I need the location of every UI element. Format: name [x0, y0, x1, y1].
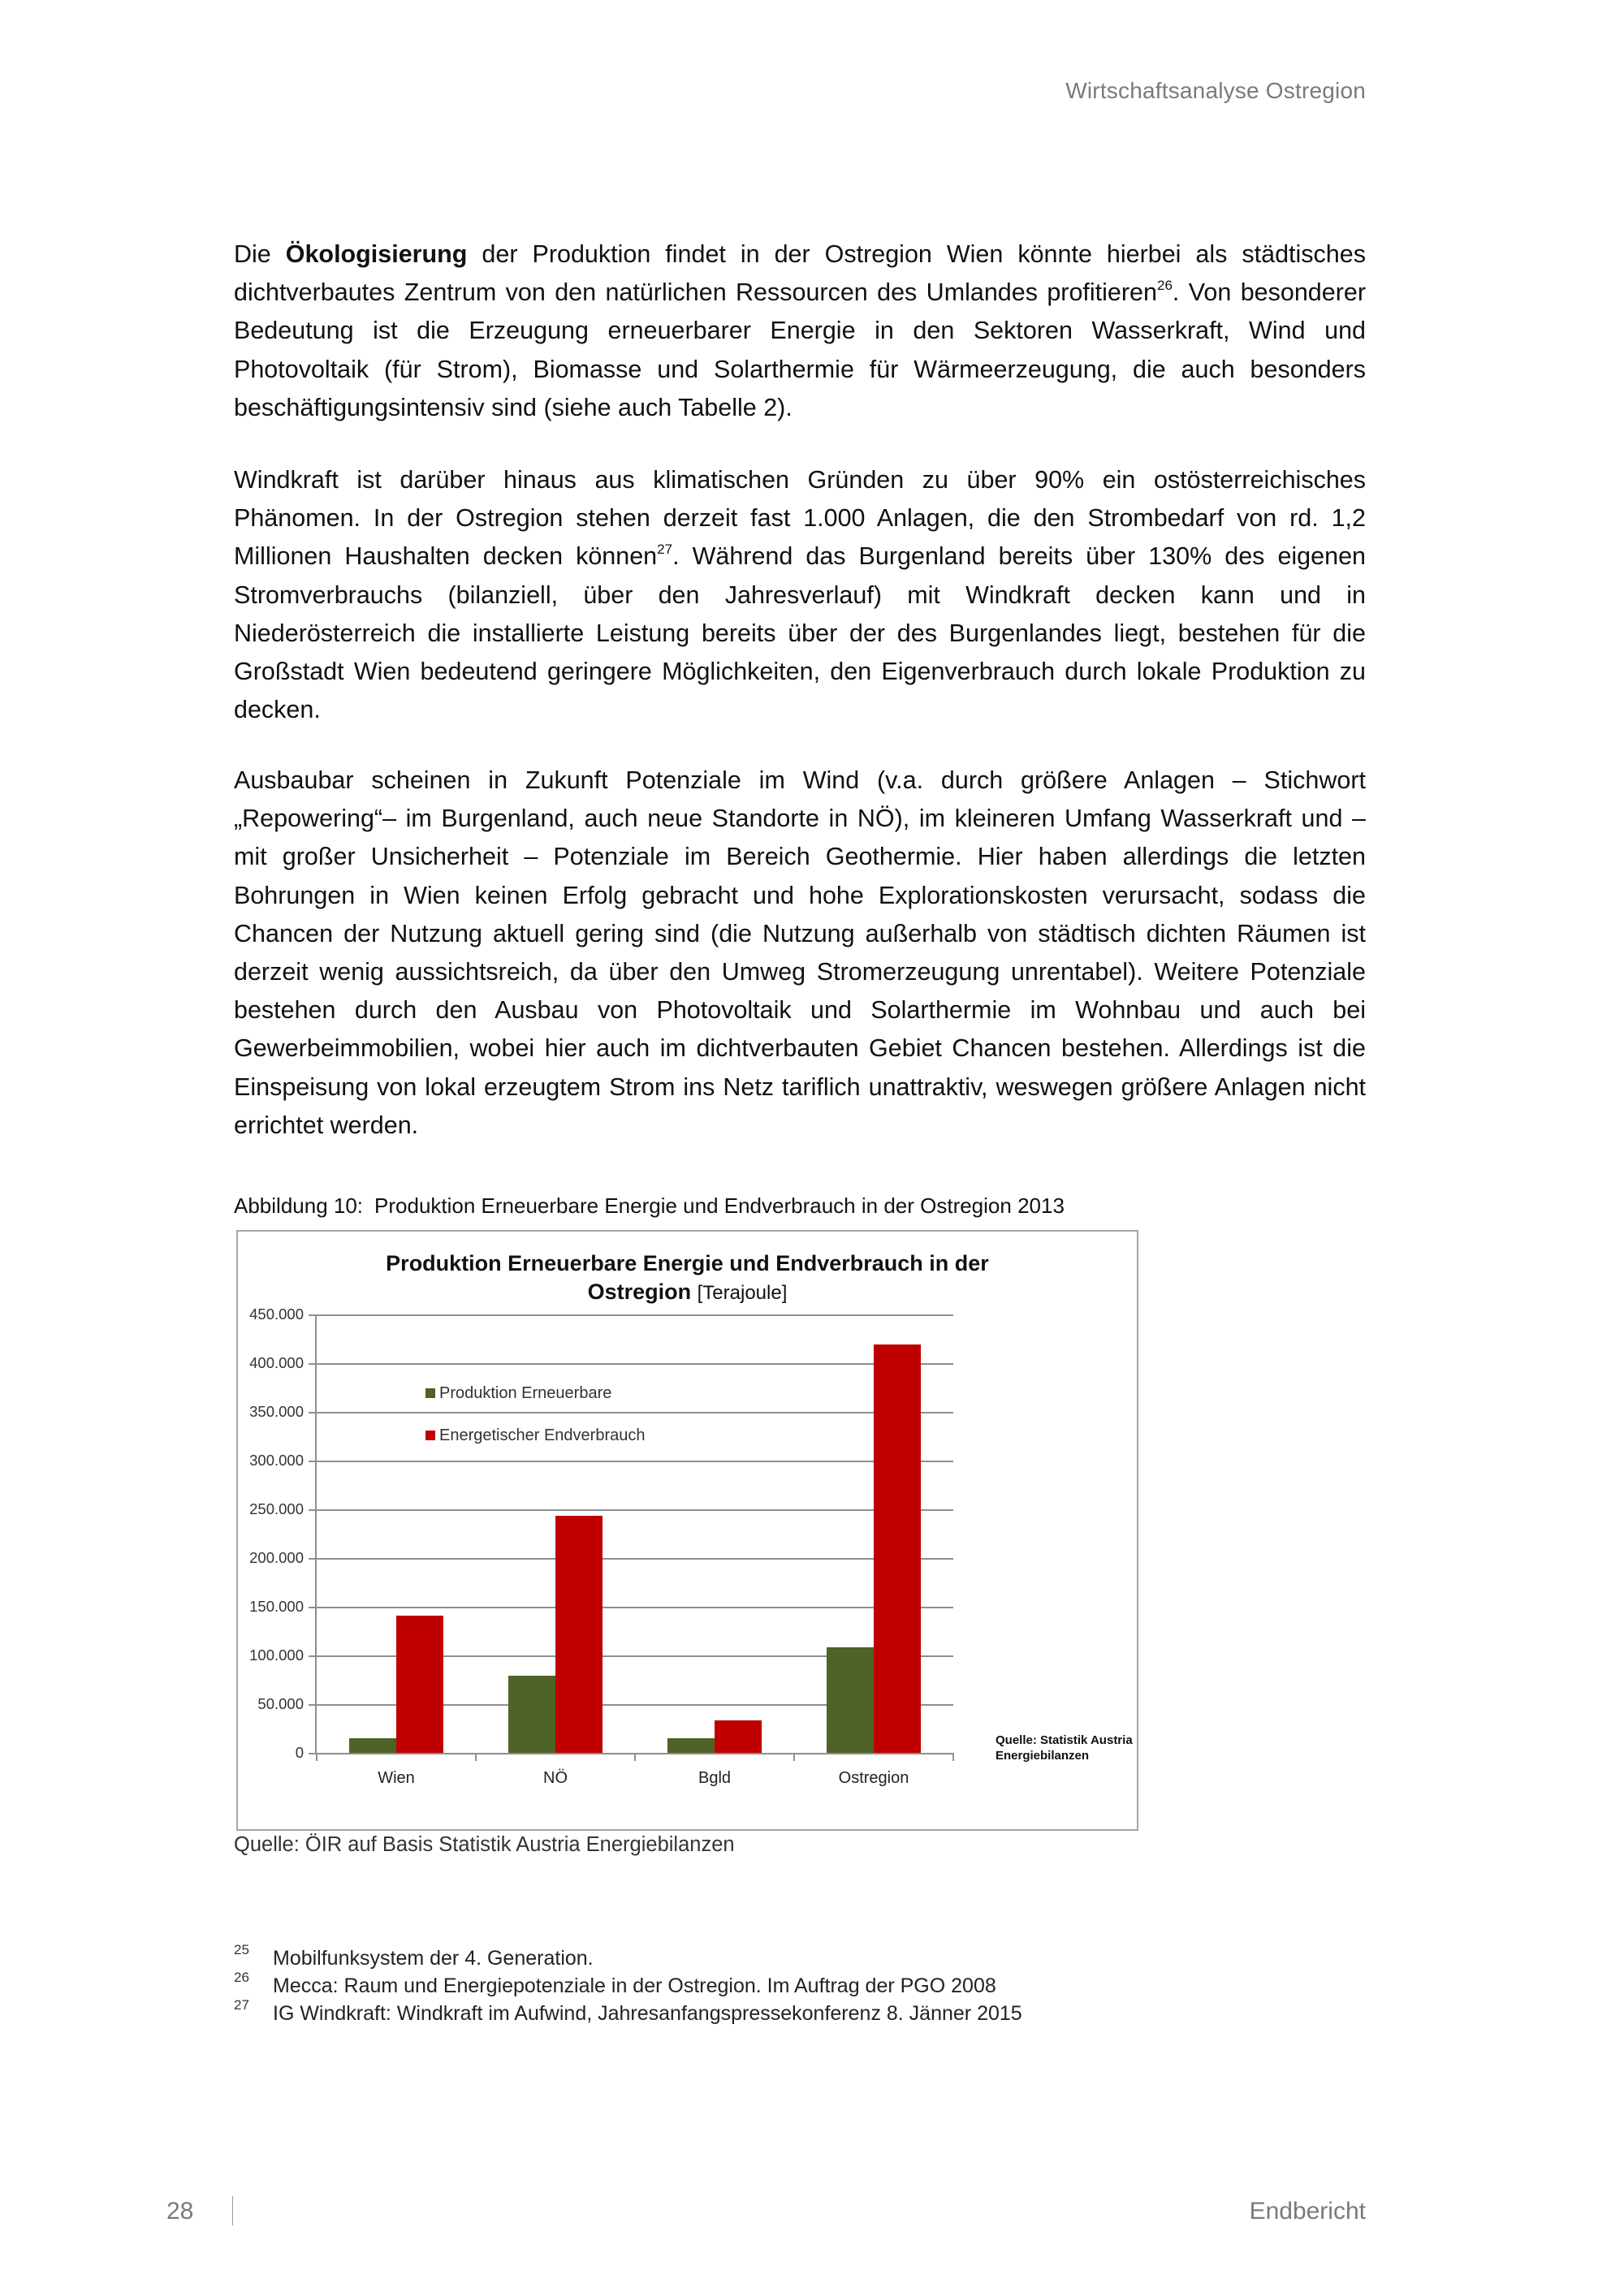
chart-source-annotation: [996, 1733, 1133, 1763]
x-category-label: NÖ: [543, 1769, 568, 1787]
y-tick-label: 350.000: [249, 1403, 304, 1420]
chart-source-line-1: Quelle: Statistik Austria: [996, 1733, 1133, 1747]
paragraph-1-rest: . Von besonderer Bedeutung ist die Erzeugung erneuerbarer Energie in den Sektoren Wasserkraft, Wind und Photovoltaik (für Strom), Biomasse und Solarthermie für Wärmeerzeugung, die auch besonders beschäftigungsintensiv sind (siehe auch Tabelle 2).: [234, 278, 1366, 421]
x-category-label: Ostregion: [838, 1769, 909, 1787]
footnote-ref-27[interactable]: 27: [657, 542, 673, 558]
x-category-label: Bgld: [698, 1769, 732, 1787]
paragraph-1-text: der Produktion findet in der Ostregion Wien könnte hierbei als städtisches dichtverbautes Zentrum von den natürlichen Ressourcen des Umlandes profitieren: [234, 240, 1366, 307]
figure-caption: [234, 1193, 1065, 1219]
paragraph-1-lead: Die: [234, 240, 286, 268]
paragraph-1-bold-term: Ökologisierung: [285, 240, 468, 268]
chart-title-line-2: [238, 1278, 1137, 1307]
footnote-number: 25: [234, 1942, 249, 1957]
footnote-number: 27: [234, 1997, 249, 2013]
x-tick-mark: [634, 1753, 636, 1761]
chart-title-line-1: Produktion Erneuerbare Energie und Endverbrauch in der: [386, 1251, 989, 1275]
footnote-text: IG Windkraft: Windkraft im Aufwind, Jahresanfangspressekonferenz 8. Jänner 2015: [273, 2002, 1022, 2025]
y-tick-label: 400.000: [249, 1354, 304, 1371]
chart-title-region: Ostregion: [587, 1280, 692, 1304]
bar-wien-produktion: [349, 1738, 396, 1753]
paragraph-3: [234, 762, 1366, 1145]
footnote-ref-26[interactable]: 26: [1156, 278, 1173, 294]
chart-unit: [Terajoule]: [697, 1282, 788, 1304]
y-tick-mark: [309, 1704, 317, 1706]
y-tick-mark: [309, 1509, 317, 1511]
paragraph-2-text: Windkraft ist darüber hinaus aus klimatischen Gründen zu über 90% ein ostösterreichisches Phänomen. In der Ostregion stehen derzeit fast 1.000 Anlagen, die den Strombedarf von rd. 1,2 Millionen Haushalten decken können: [234, 466, 1366, 571]
y-tick-mark: [309, 1655, 317, 1657]
y-tick-label: 0: [295, 1744, 304, 1761]
y-tick-label: 50.000: [257, 1695, 304, 1712]
gridline: [317, 1363, 953, 1365]
figure-source: Quelle: ÖIR auf Basis Statistik Austria Energiebilanzen: [234, 1833, 735, 1856]
legend-item-endverbrauch: [425, 1425, 645, 1446]
y-tick-mark: [309, 1412, 317, 1413]
plot-area: [249, 1306, 953, 1787]
gridline: [317, 1607, 953, 1608]
legend-swatch-red-icon: [425, 1431, 435, 1440]
gridline: [317, 1509, 953, 1511]
x-tick-mark: [952, 1753, 954, 1761]
x-tick-mark: [316, 1753, 317, 1761]
footnote-text: Mecca: Raum und Energiepotenziale in der Ostregion. Im Auftrag der PGO 2008: [273, 1974, 996, 1997]
y-tick-mark: [309, 1314, 317, 1316]
footnote-text: Mobilfunksystem der 4. Generation.: [273, 1947, 594, 1970]
legend-label: Produktion Erneuerbare: [439, 1383, 612, 1402]
y-tick-label: 300.000: [249, 1452, 304, 1469]
y-tick-label: 150.000: [249, 1598, 304, 1615]
chart-title: [238, 1249, 1137, 1307]
y-tick-mark: [309, 1558, 317, 1560]
x-tick-mark: [475, 1753, 477, 1761]
x-tick-mark: [793, 1753, 795, 1761]
footer-divider: [232, 2196, 233, 2225]
figure-label: Abbildung 10:: [234, 1193, 364, 1218]
page-number: 28: [166, 2198, 194, 2225]
legend-label: Energetischer Endverbrauch: [439, 1426, 646, 1444]
y-tick-label: 450.000: [249, 1306, 304, 1323]
paragraph-1: [234, 235, 1366, 427]
y-tick-label: 200.000: [249, 1549, 304, 1566]
legend-swatch-green-icon: [425, 1388, 435, 1398]
running-header-title: Wirtschaftsanalyse Ostregion: [1065, 78, 1366, 103]
bar-ostregion-endverbrauch: [874, 1344, 921, 1753]
chart-legend: [425, 1383, 645, 1467]
y-axis: [315, 1314, 317, 1753]
y-tick-mark: [309, 1363, 317, 1365]
bar-n-produktion: [508, 1676, 555, 1753]
footnote-number: 26: [234, 1970, 249, 1985]
bar-ostregion-produktion: [827, 1647, 874, 1753]
bar-bgld-produktion: [667, 1738, 715, 1753]
y-tick-label: 250.000: [249, 1500, 304, 1517]
footer-document-label: Endbericht: [1249, 2198, 1366, 2225]
legend-item-produktion: [425, 1383, 645, 1404]
y-tick-label: 100.000: [249, 1646, 304, 1664]
figure-caption-text: Produktion Erneuerbare Energie und Endverbrauch in der Ostregion 2013: [374, 1193, 1065, 1218]
paragraph-2: [234, 461, 1366, 729]
paragraph-3-text: Ausbaubar scheinen in Zukunft Potenziale im Wind (v.a. durch größere Anlagen – Stichwort „Repowering“– im Burgenland, auch neue Standorte in NÖ), im kleineren Umfang Wasserkraft und – mit großer Unsicherheit – Potenziale im Bereich Geothermie. Hier haben allerdings die letzten Bohrungen in Wien keinen Erfolg gebracht und hohe Explorationskosten verursacht, sodass die Chancen der Nutzung aktuell gering sind (die Nutzung außerhalb von städtisch dichten Räumen ist derzeit wenig aussichtsreich, da über den Umweg Stromerzeugung unrentabel). Weitere Potenziale bestehen durch den Ausbau von Photovoltaik und Solarthermie im Wohnbau und auch bei Gewerbeimmobilien, wobei hier auch im dichtverbauten Gebiet Chancen bestehen. Allerdings ist die Einspeisung von lokal erzeugtem Strom ins Netz tariflich unattraktiv, weswegen größere Anlagen nicht errichtet werden.: [234, 766, 1366, 1139]
gridline: [317, 1558, 953, 1560]
x-category-label: Wien: [378, 1769, 415, 1787]
bar-bgld-endverbrauch: [715, 1720, 762, 1753]
bar-n-endverbrauch: [555, 1516, 603, 1753]
gridline: [317, 1314, 953, 1316]
paragraph-2-rest: . Während das Burgenland bereits über 130% des eigenen Stromverbrauchs (bilanziell, über den Jahresverlauf) mit Windkraft decken kann und in Niederösterreich die installierte Leistung bereits über der des Burgenlandes liegt, bestehen für die Großstadt Wien bedeutend geringere Möglichkeiten, den Eigenverbrauch durch lokale Produktion zu decken.: [234, 542, 1367, 724]
y-tick-mark: [309, 1461, 317, 1462]
y-tick-mark: [309, 1607, 317, 1608]
bar-wien-endverbrauch: [396, 1616, 443, 1753]
chart-source-line-2: Energiebilanzen: [996, 1749, 1090, 1763]
